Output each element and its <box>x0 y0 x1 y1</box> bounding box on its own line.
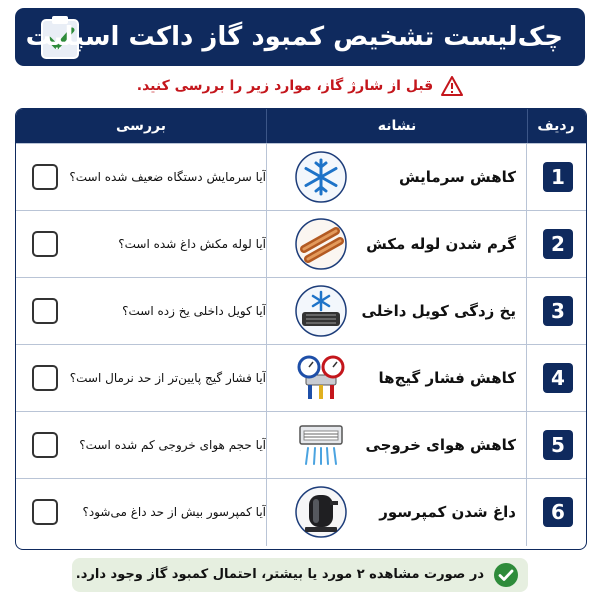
row-question: آیا لوله مکش داغ شده است؟ <box>118 237 266 251</box>
row-label: کاهش سرمایش <box>398 168 516 186</box>
checkbox[interactable] <box>32 365 58 391</box>
checkbox[interactable] <box>32 164 58 190</box>
compressor-icon <box>294 485 348 539</box>
row-question: آیا حجم هوای خروجی کم شده است؟ <box>79 438 266 452</box>
frozen-coil-icon <box>294 284 348 338</box>
row-label: کاهش هوای خروجی <box>365 436 516 454</box>
row-number: 4 <box>543 363 573 393</box>
row-label: یخ زدگی کویل داخلی <box>361 302 516 320</box>
row-number: 5 <box>543 430 573 460</box>
table-row <box>16 143 586 211</box>
header-check: بررسی <box>116 118 166 134</box>
air-outlet-icon <box>294 418 348 472</box>
table-header <box>16 109 586 143</box>
warning-text: قبل از شارژ گاز، موارد زیر را بررسی کنید. <box>136 78 434 94</box>
checkbox[interactable] <box>32 231 58 257</box>
checkbox[interactable] <box>32 432 58 458</box>
footer-note <box>72 558 528 592</box>
warning-triangle-icon <box>441 76 463 96</box>
snowflake-icon <box>294 150 348 204</box>
row-number: 3 <box>543 296 573 326</box>
manifold-gauge-icon <box>294 351 348 405</box>
row-label: داغ شدن کمپرسور <box>379 503 516 521</box>
table-row <box>16 344 586 412</box>
row-number: 1 <box>543 162 573 192</box>
table-row <box>16 478 586 546</box>
checklist-table <box>15 108 587 550</box>
header-index: ردیف <box>537 118 575 134</box>
row-question: آیا کمپرسور بیش از حد داغ می‌شود؟ <box>82 505 266 519</box>
table-row <box>16 277 586 345</box>
warning-line <box>0 74 600 98</box>
copper-pipe-icon <box>294 217 348 271</box>
page-title: چک‌لیست تشخیص کمبود گاز داکت اسپلیت <box>25 22 563 52</box>
header-sign: نشانه <box>266 109 528 143</box>
footer-text: در صورت مشاهده ۲ مورد یا بیشتر، احتمال کمبود گاز وجود دارد. <box>75 567 484 582</box>
green-check-icon <box>494 563 518 587</box>
row-question: آیا فشار گیج پایین‌تر از حد نرمال است؟ <box>69 371 266 385</box>
row-label: گرم شدن لوله مکش <box>366 235 516 253</box>
table-row <box>16 411 586 479</box>
row-question: آیا سرمایش دستگاه ضعیف شده است؟ <box>69 170 266 184</box>
row-number: 6 <box>543 497 573 527</box>
row-question: آیا کویل داخلی یخ زده است؟ <box>122 304 266 318</box>
row-label: کاهش فشار گیج‌ها <box>378 369 516 387</box>
title-banner <box>15 8 585 66</box>
table-row <box>16 210 586 278</box>
checkbox[interactable] <box>32 499 58 525</box>
row-number: 2 <box>543 229 573 259</box>
checkbox[interactable] <box>32 298 58 324</box>
